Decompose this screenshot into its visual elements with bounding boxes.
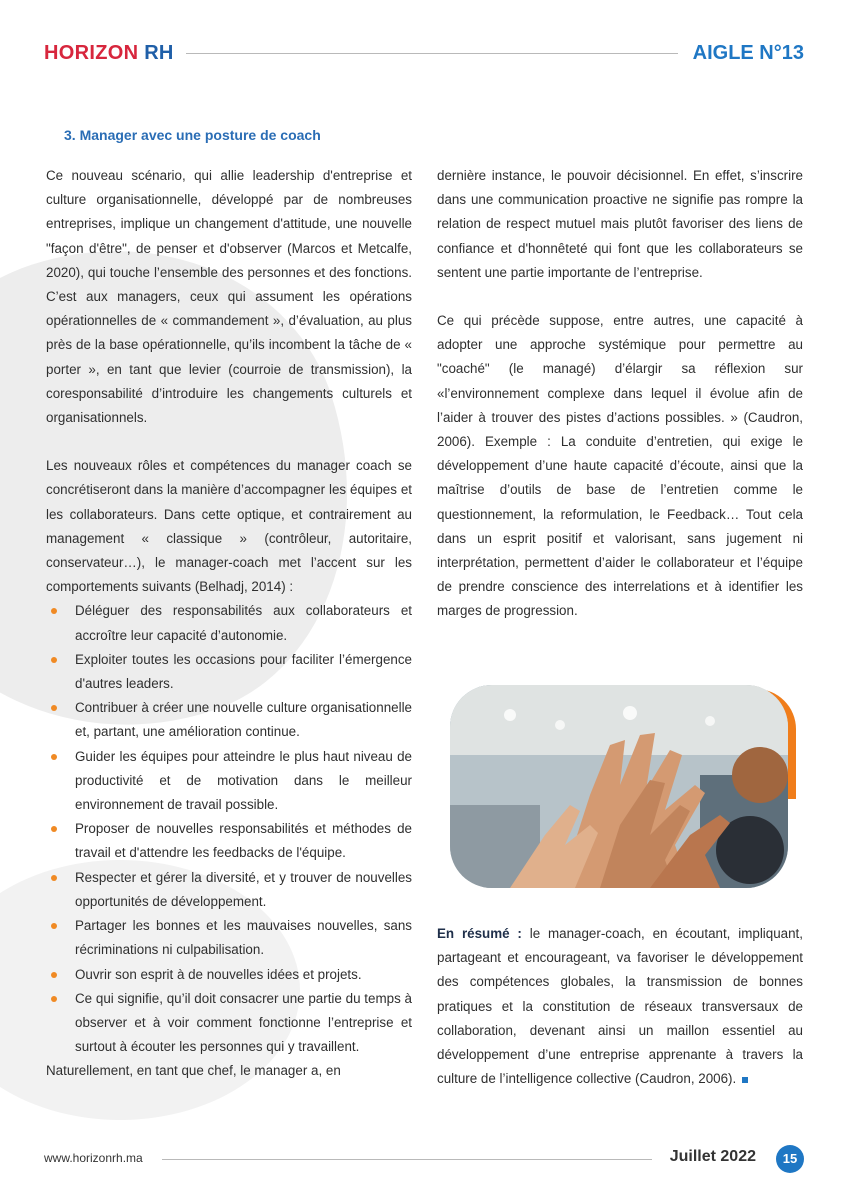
paragraph: Ce nouveau scénario, qui allie leadership d'entreprise et culture organisationnelle, développé par de nombreuses entreprises, implique un changement d'attitude, une nouvelle "façon d'être", de penser et d'observer (Marcos et Metcalfe, 2020), qui touche l’ensemble des personnes et des fonctions. C’est aux managers, ceux qui assument les opérations opérationnelles de « commandement », d’évaluation, au plus près de la base opérationnelle, qu’ils incombent la tâche de « porter », en tant que levier (courroie de transmission), la coresponsabilité d’introduire les changements culturels et organisationnels. — [46, 168, 412, 426]
right-column — [437, 164, 803, 624]
page-footer — [44, 1145, 804, 1175]
list-item: Contribuer à créer une nouvelle culture organisationnelle et, partant, une amélioration continue. — [46, 696, 412, 744]
summary-paragraph — [437, 922, 803, 1091]
paragraph: Naturellement, en tant que chef, le manager a, en — [46, 1063, 341, 1079]
list-item: Ouvrir son esprit à de nouvelles idées et projets. — [46, 963, 412, 987]
list-item: Respecter et gérer la diversité, et y trouver de nouvelles opportunités de développement. — [46, 866, 412, 914]
website-link[interactable]: www.horizonrh.ma — [44, 1151, 143, 1165]
summary-text: le manager-coach, en écoutant, impliquant, partageant et encourageant, va favoriser le développement des compétences globales, la transmission de bonnes pratiques et la constitution de réseaux transversaux de collaboration, devenant ainsi un maillon essentiel au développement d’une entreprise apprenante à travers la culture de l’intelligence collective (Caudron, 2006). — [437, 926, 803, 1087]
list-item: Partager les bonnes et les mauvaises nouvelles, sans récriminations ni culpabilisation. — [46, 914, 412, 962]
list-item: Guider les équipes pour atteindre le plus haut niveau de productivité et de motivation dans le meilleur environnement de travail possible. — [46, 745, 412, 818]
bullet-dot-icon — [51, 705, 57, 711]
bullet-dot-icon — [51, 657, 57, 663]
teamwork-high-five-photo — [450, 685, 788, 888]
header-divider — [186, 53, 678, 54]
bullet-dot-icon — [51, 608, 57, 614]
bullet-dot-icon — [51, 754, 57, 760]
paragraph: dernière instance, le pouvoir décisionnel. En effet, s’inscrire dans une communication proactive ne signifie pas rompre la relation de respect mutuel mais plutôt favoriser des liens de confiance et d'honnêteté qui font que les collaborateurs se sentent une partie importante de l’entreprise. — [437, 168, 803, 280]
list-item: Déléguer des responsabilités aux collaborateurs et accroître leur capacité d’autonomie. — [46, 599, 412, 647]
list-item: Exploiter toutes les occasions pour faciliter l’émergence d'autres leaders. — [46, 648, 412, 696]
list-item: Ce qui signifie, qu’il doit consacrer une partie du temps à observer et à voir comment fonctionne l’entreprise et surtout à écouter les personnes qui y travaillent. — [46, 987, 412, 1060]
paragraph: Les nouveaux rôles et compétences du manager coach se concrétiseront dans la manière d’accompagner les équipes et les collaborateurs. Dans cette optique, et contrairement au management « classique » (contrôleur, autoritaire, conservateur…), le manager-coach met l’accent sur les comportements suivants (Belhadj, 2014) : — [46, 458, 412, 595]
logo-rh: RH — [144, 42, 174, 64]
teamwork-photo-frame — [450, 685, 794, 888]
bullet-dot-icon — [51, 875, 57, 881]
hands-illustration — [450, 685, 788, 888]
issue-date: Juillet 2022 — [669, 1148, 756, 1165]
behaviour-list — [46, 599, 412, 1059]
list-item: Proposer de nouvelles responsabilités et méthodes de travail et d'attendre les feedbacks de l'équipe. — [46, 817, 412, 865]
page-header — [44, 40, 804, 70]
section-title: 3. Manager avec une posture de coach — [64, 127, 321, 143]
bullet-dot-icon — [51, 972, 57, 978]
paragraph: Ce qui précède suppose, entre autres, une capacité à adopter une approche systémique pour permettre au "coaché" (le managé) d’élargir sa réflexion sur «l’environnement complexe dans lequel il évolue afin de l’aider à trouver des pistes d’actions possibles. » (Caudron, 2006). Exemple : La conduite d’entretien, qui exige le développement d’une haute capacité d’écoute, ainsi que la maîtrise d’outils de base de l’entretien comme le questionnement, la reformulation, le Feedback… Tout cela dans un esprit positif et valorisant, sans jugement ni interprétation, permettent d’aider le collaborateur et l’équipe de prendre conscience des interrelations et à identifier les marges de progression. — [437, 313, 803, 619]
summary-label: En résumé : — [437, 926, 522, 941]
bullet-dot-icon — [51, 826, 57, 832]
end-square-icon — [742, 1077, 748, 1083]
issue-number: AIGLE N°13 — [692, 42, 804, 64]
bullet-dot-icon — [51, 923, 57, 929]
page-number-badge: 15 — [776, 1145, 804, 1173]
footer-divider — [162, 1159, 652, 1160]
bullet-dot-icon — [51, 996, 57, 1002]
horizon-rh-logo — [44, 42, 174, 65]
logo-horizon: HORIZON — [44, 42, 139, 64]
left-column — [46, 164, 412, 1084]
